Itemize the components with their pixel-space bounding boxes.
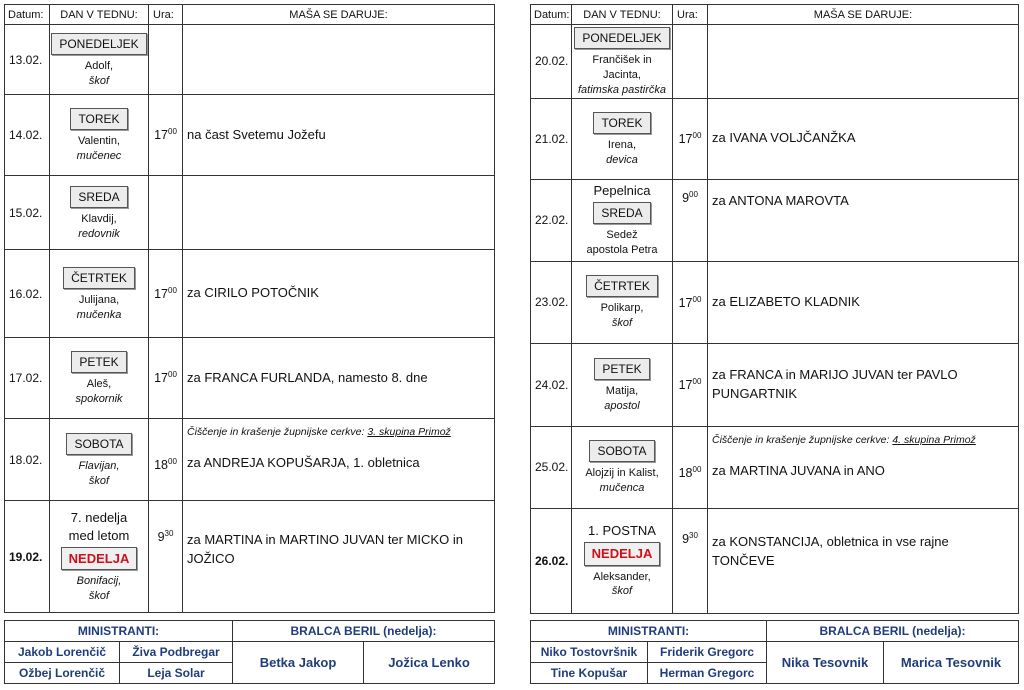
lent-sunday-label: 1. POSTNA [588, 523, 656, 539]
row-time: $17^{00}$ [149, 338, 183, 419]
saint-name: Klavdij, [81, 212, 117, 225]
row-intention: za ELIZABETO KLADNIK [708, 261, 1019, 343]
intention-text: za ANDREJA KOPUŠARJA, 1. obletnica [187, 455, 420, 471]
day-badge: PONEDELJEK [574, 27, 669, 49]
altar-server: Jakob Lorenčič [5, 642, 120, 663]
left-servers-table [4, 620, 495, 684]
table-row [531, 508, 1019, 613]
header-time: Ura: [673, 5, 708, 25]
header-date: Datum: [531, 5, 572, 25]
altar-server: Niko Tostovršnik [531, 642, 648, 663]
row-intention [708, 426, 1019, 508]
saint-name: Adolf, [84, 59, 114, 72]
saint-title: škof [611, 317, 633, 330]
row-intention [183, 176, 495, 250]
row-date: 18.02. [5, 419, 50, 501]
table-row [531, 343, 1019, 426]
day-badge: ČETRTEK [63, 267, 135, 289]
table-row [5, 95, 495, 176]
saint-title: devica [606, 153, 638, 166]
row-intention [183, 25, 495, 95]
saint-title: mučenca [599, 482, 645, 495]
left-schedule-table [4, 4, 495, 613]
saint-name: Aleksander, [593, 570, 651, 583]
day-badge: PONEDELJEK [51, 33, 146, 55]
header-date: Datum: [5, 5, 50, 25]
intention-text: za MARTINA JUVANA in ANO [712, 462, 885, 478]
row-day [50, 419, 149, 501]
table-row [5, 338, 495, 419]
row-intention: za ANTONA MAROVTA [708, 179, 1019, 261]
table-row [5, 419, 495, 501]
ministranti-label: MINISTRANTI: [531, 621, 767, 642]
row-day [572, 98, 673, 179]
row-day [50, 95, 149, 176]
saint-title: škof [88, 74, 110, 87]
row-time [673, 25, 708, 99]
day-badge: SREDA [70, 186, 127, 208]
bralca-label: BRALCA BERIL (nedelja): [767, 621, 1019, 642]
day-badge: PETEK [71, 351, 126, 373]
row-time [149, 176, 183, 250]
table-row [531, 179, 1019, 261]
saint-title: škof [611, 585, 633, 598]
reader: Betka Jakop [233, 642, 364, 684]
table-row [5, 176, 495, 250]
row-date: 20.02. [531, 25, 572, 99]
row-time: $9^{30}$ [673, 508, 708, 613]
saint-title: fatimska pastirčka [577, 83, 667, 96]
day-badge-sunday: NEDELJA [61, 547, 138, 571]
saint-name: Aleš, [86, 378, 112, 391]
saint-title: spokornik [75, 393, 123, 406]
row-date: 16.02. [5, 250, 50, 338]
row-time: $18^{00}$ [673, 426, 708, 508]
row-intention: za CIRILO POTOČNIK [183, 250, 495, 338]
table-row [531, 25, 1019, 99]
right-schedule-table [530, 4, 1019, 614]
table-row [5, 25, 495, 95]
row-day [572, 25, 673, 99]
row-date: 22.02. [531, 179, 572, 261]
row-intention: za FRANCA FURLANDA, namesto 8. dne [183, 338, 495, 419]
row-date: 19.02. [5, 501, 50, 613]
row-date: 24.02. [531, 343, 572, 426]
row-date: 25.02. [531, 426, 572, 508]
table-row [531, 426, 1019, 508]
row-time: $9^{30}$ [149, 501, 183, 613]
row-time: $17^{00}$ [673, 98, 708, 179]
row-date: 17.02. [5, 338, 50, 419]
altar-server: Tine Kopušar [531, 663, 648, 684]
row-day [50, 25, 149, 95]
row-day [572, 179, 673, 261]
row-date: 23.02. [531, 261, 572, 343]
row-intention: za IVANA VOLJČANŽKA [708, 98, 1019, 179]
ministranti-label: MINISTRANTI: [5, 621, 233, 642]
saint-name: Alojzij in Kalist, [585, 467, 659, 480]
day-badge: ČETRTEK [586, 275, 658, 297]
saint-title: mučenka [76, 308, 122, 321]
saint-title: škof [88, 474, 110, 487]
saint-title: apostol [604, 399, 640, 412]
reader: Marica Tesovnik [884, 642, 1019, 684]
row-date: 15.02. [5, 176, 50, 250]
day-badge-sunday: NEDELJA [584, 542, 661, 566]
row-date: 26.02. [531, 508, 572, 613]
row-time: $18^{00}$ [149, 419, 183, 501]
saint-title: škof [88, 590, 110, 603]
cleaning-note: Čiščenje in krašenje župnijske cerkve: 4. skupina Primož [712, 433, 976, 446]
header-day: DAN V TEDNU: [572, 5, 673, 25]
sunday-label-2: med letom [68, 527, 130, 543]
row-day [572, 261, 673, 343]
altar-server: Friderik Gregorc [648, 642, 767, 663]
day-badge: TOREK [593, 112, 650, 134]
row-day [50, 338, 149, 419]
row-day [572, 426, 673, 508]
saint-title: apostola Petra [586, 244, 658, 257]
bralca-label: BRALCA BERIL (nedelja): [233, 621, 495, 642]
row-day [50, 250, 149, 338]
right-servers-table [530, 620, 1019, 684]
sunday-label: 7. nedelja [70, 510, 128, 526]
saint-name: Sedež [606, 229, 638, 242]
saint-name: Flavijan, [78, 459, 120, 472]
header-intention: MAŠA SE DARUJE: [708, 5, 1019, 25]
saint-name: Irena, [607, 138, 637, 151]
saint-name: Bonifacij, [76, 575, 122, 588]
cleaning-note: Čiščenje in krašenje župnijske cerkve: 3. skupina Primož [187, 426, 451, 438]
saint-name: Matija, [605, 384, 639, 397]
row-day [50, 176, 149, 250]
row-intention [183, 419, 495, 501]
day-badge: PETEK [594, 358, 649, 380]
row-date: 13.02. [5, 25, 50, 95]
header-intention: MAŠA SE DARUJE: [183, 5, 495, 25]
header-day: DAN V TEDNU: [50, 5, 149, 25]
row-time: $9^{00}$ [673, 179, 708, 261]
table-row [5, 501, 495, 613]
row-day [50, 501, 149, 613]
day-badge: SOBOTA [589, 440, 654, 462]
row-day [572, 343, 673, 426]
row-intention [708, 25, 1019, 99]
day-badge: SREDA [593, 202, 650, 224]
row-time: $17^{00}$ [149, 250, 183, 338]
day-badge: TOREK [70, 108, 127, 130]
row-intention: na čast Svetemu Jožefu [183, 95, 495, 176]
saint-name: Frančišek in Jacinta, [592, 54, 652, 82]
day-badge: SOBOTA [66, 433, 131, 455]
table-row [5, 250, 495, 338]
row-intention: za FRANCA in MARIJO JUVAN ter PAVLO PUNGARTNIK [708, 343, 1019, 426]
row-time: $17^{00}$ [149, 95, 183, 176]
table-row [531, 98, 1019, 179]
saint-name: Julijana, [78, 293, 120, 306]
saint-name: Valentin, [78, 135, 120, 148]
saint-title: mučenec [76, 150, 122, 163]
altar-server: Ožbej Lorenčič [5, 663, 120, 684]
saint-title: redovnik [78, 227, 120, 240]
reader: Nika Tesovnik [767, 642, 884, 684]
ash-wednesday-label: Pepelnica [593, 183, 651, 199]
row-day [572, 508, 673, 613]
reader: Jožica Lenko [364, 642, 495, 684]
table-row [531, 261, 1019, 343]
row-intention: za KONSTANCIJA, obletnica in vse rajne TONČEVE [708, 508, 1019, 613]
row-date: 14.02. [5, 95, 50, 176]
altar-server: Herman Gregorc [648, 663, 767, 684]
row-time: $17^{00}$ [673, 261, 708, 343]
altar-server: Leja Solar [120, 663, 233, 684]
row-intention: za MARTINA in MARTINO JUVAN ter MICKO in JOŽICO [183, 501, 495, 613]
saint-name: Polikarp, [600, 302, 644, 315]
header-time: Ura: [149, 5, 183, 25]
row-time [149, 25, 183, 95]
row-time: $17^{00}$ [673, 343, 708, 426]
altar-server: Živa Podbregar [120, 642, 233, 663]
row-date: 21.02. [531, 98, 572, 179]
